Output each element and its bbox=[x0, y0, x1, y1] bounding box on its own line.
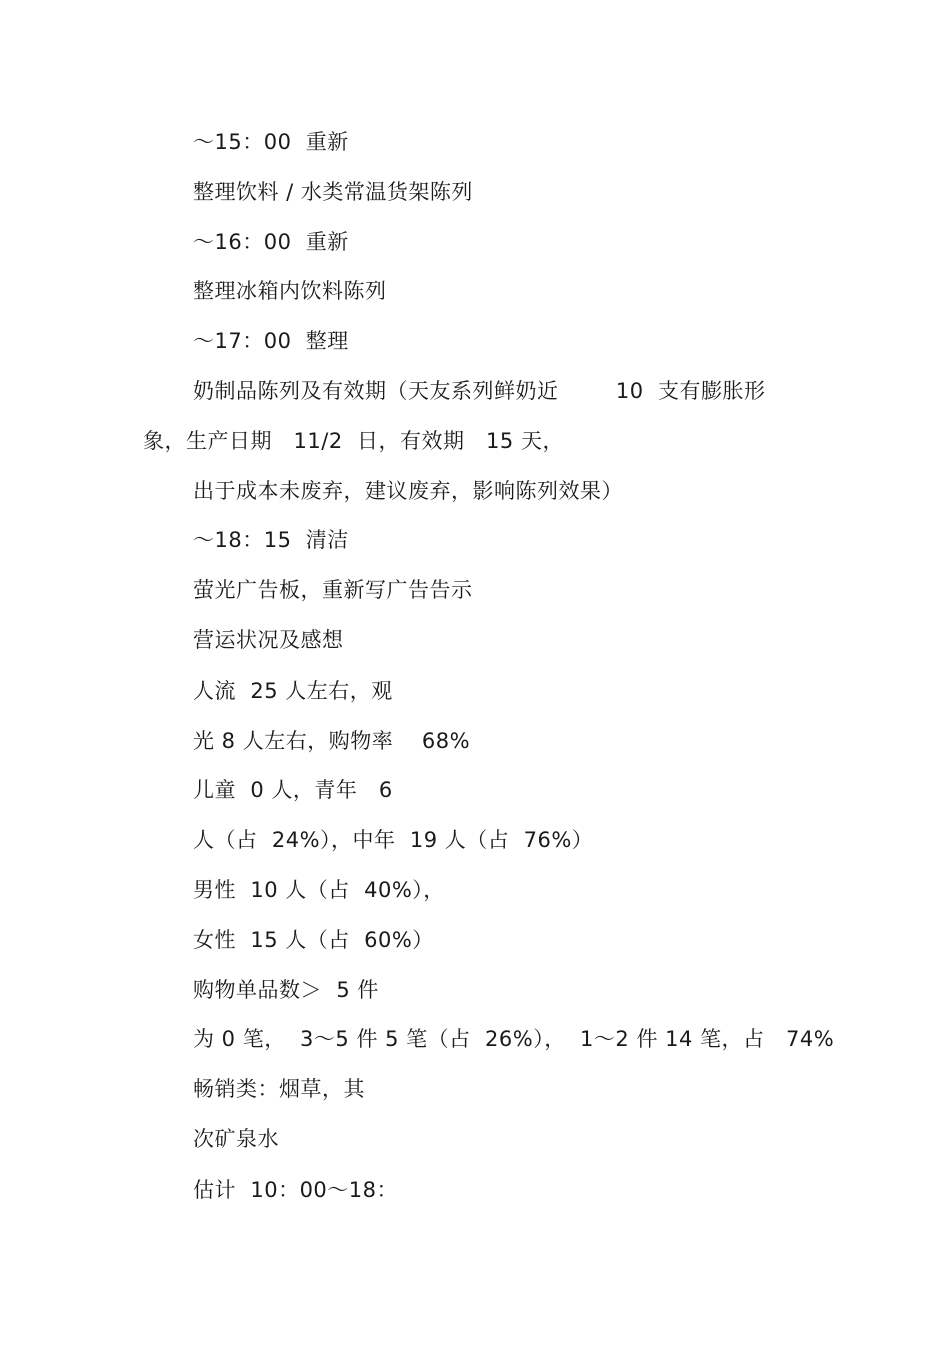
text-line-15: 人（占 24%），中年 19 人（占 76%） bbox=[193, 828, 594, 852]
text-line-13: 光 8 人左右，购物率 68% bbox=[193, 729, 471, 753]
text-line-16: 男性 10 人（占 40%）， bbox=[193, 878, 445, 902]
text-line-21: 次矿泉水 bbox=[193, 1127, 279, 1151]
text-line-3: ～16：00 重新 bbox=[193, 230, 349, 254]
text-line-9: ～18：15 清洁 bbox=[193, 528, 349, 552]
text-line-8: 出于成本未废弃，建议废弃，影响陈列效果） bbox=[193, 479, 623, 503]
text-line-2: 整理饮料 / 水类常温货架陈列 bbox=[193, 180, 473, 204]
text-line-14: 儿童 0 人，青年 6 bbox=[193, 778, 393, 802]
text-line-10: 萤光广告板，重新写广告告示 bbox=[193, 578, 473, 602]
text-line-11: 营运状况及感想 bbox=[193, 628, 344, 652]
text-line-12: 人流 25 人左右，观 bbox=[193, 679, 393, 703]
text-line-5: ～17：00 整理 bbox=[193, 329, 349, 353]
text-line-7: 象，生产日期 11/2 日，有效期 15 天， bbox=[143, 429, 564, 453]
text-line-6: 奶制品陈列及有效期（天友系列鲜奶近 10 支有膨胀形 bbox=[193, 379, 766, 403]
text-line-20: 畅销类：烟草，其 bbox=[193, 1077, 365, 1101]
text-line-19: 为 0 笔， 3～5 件 5 笔（占 26%）， 1～2 件 14 笔，占 74% bbox=[193, 1027, 835, 1051]
text-line-1: ～15：00 重新 bbox=[193, 130, 349, 154]
text-line-22: 估计 10：00～18： bbox=[193, 1178, 399, 1202]
text-line-18: 购物单品数＞ 5 件 bbox=[193, 978, 379, 1002]
text-line-4: 整理冰箱内饮料陈列 bbox=[193, 279, 387, 303]
text-line-17: 女性 15 人（占 60%） bbox=[193, 928, 434, 952]
